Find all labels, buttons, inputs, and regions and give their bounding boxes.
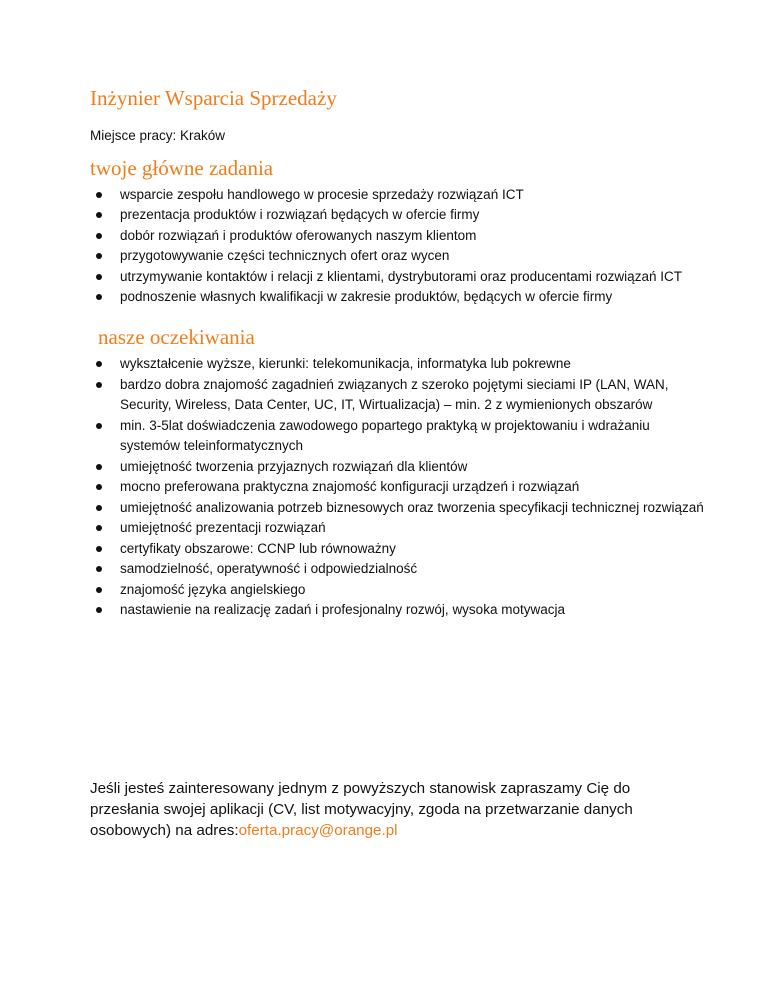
list-item: prezentacja produktów i rozwiązań będących w ofercie firmy [120, 205, 708, 226]
list-item: umiejętność analizowania potrzeb biznesowych oraz tworzenia specyfikacji technicznej rozwiązań [120, 498, 708, 519]
list-item: dobór rozwiązań i produktów oferowanych naszym klientom [120, 226, 708, 247]
list-item: mocno preferowana praktyczna znajomość konfiguracji urządzeń i rozwiązań [120, 477, 708, 498]
list-item: wykształcenie wyższe, kierunki: telekomunikacja, informatyka lub pokrewne [120, 354, 708, 375]
section-heading-tasks: twoje główne zadania [90, 155, 274, 180]
list-item: podnoszenie własnych kwalifikacji w zakresie produktów, będących w ofercie firmy [120, 287, 708, 308]
contact-paragraph [90, 778, 690, 841]
list-item: umiejętność tworzenia przyjaznych rozwiązań dla klientów [120, 457, 708, 478]
list-item: min. 3-5lat doświadczenia zawodowego popartego praktyką w projektowaniu i wdrażaniu systemów teleinformatycznych [120, 416, 708, 457]
list-item: przygotowywanie części technicznych ofert oraz wycen [120, 246, 708, 267]
list-item: wsparcie zespołu handlowego w procesie sprzedaży rozwiązań ICT [120, 185, 708, 206]
job-title: Inżynier Wsparcia Sprzedaży [90, 86, 337, 110]
list-item: samodzielność, operatywność i odpowiedzialność [120, 559, 708, 580]
list-item: utrzymywanie kontaktów i relacji z klientami, dystrybutorami oraz producentami rozwiązań ICT [120, 267, 708, 288]
job-location: Miejsce pracy: Kraków [90, 128, 226, 144]
list-item: umiejętność prezentacji rozwiązań [120, 518, 708, 539]
list-item: bardzo dobra znajomość zagadnień związanych z szeroko pojętymi sieciami IP (LAN, WAN, Security, Wireless, Data Center, UC, IT, Wirtualizacja) – min. 2 z wymienionych obszarów [120, 375, 708, 416]
section-heading-expectations: nasze oczekiwania [98, 324, 255, 349]
list-item: certyfikaty obszarowe: CCNP lub równoważny [120, 539, 708, 560]
list-item: znajomość języka angielskiego [120, 580, 708, 601]
list-item: nastawienie na realizację zadań i profesjonalny rozwój, wysoka motywacja [120, 600, 708, 621]
contact-email-link[interactable]: oferta.pracy@orange.pl [238, 822, 398, 840]
contact-text: Jeśli jesteś zainteresowany jednym z powyższych stanowisk zapraszamy Cię do przesłania swojej aplikacji (CV, list motywacyjny, zgoda na przetwarzanie danych osobowych) na adres: [90, 780, 633, 840]
tasks-list [90, 185, 708, 308]
expectations-list [90, 354, 708, 621]
